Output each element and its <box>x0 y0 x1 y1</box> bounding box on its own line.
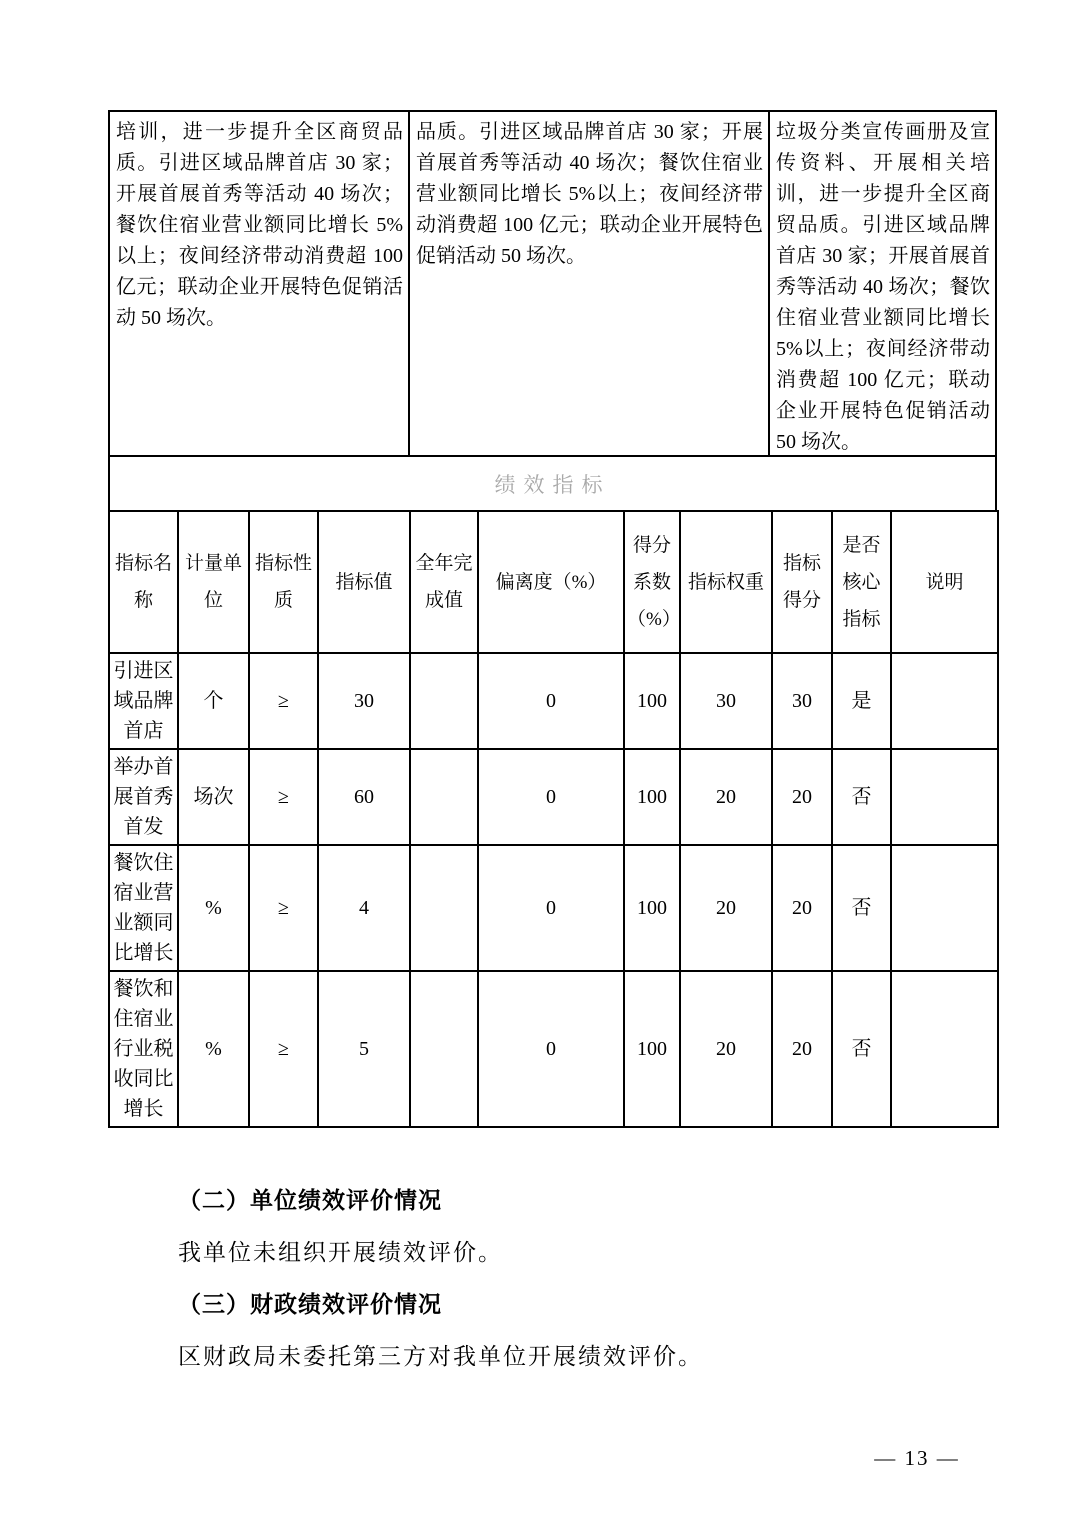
table-row <box>109 749 998 845</box>
cell-nature: ≥ <box>249 749 318 845</box>
col-header-nature: 指标性质 <box>249 511 318 653</box>
cell-remark <box>891 653 998 749</box>
performance-indicators-table <box>108 510 999 1128</box>
cell-deviation: 0 <box>478 653 624 749</box>
cell-score-coefficient: 100 <box>624 653 680 749</box>
cell-weight: 20 <box>680 749 772 845</box>
table-row <box>109 653 998 749</box>
narrative-sections <box>178 1186 703 1394</box>
cell-weight: 30 <box>680 653 772 749</box>
cell-unit: % <box>178 845 249 971</box>
col-header-target-value: 指标值 <box>318 511 410 653</box>
table-row <box>109 971 998 1127</box>
cell-score-coefficient: 100 <box>624 845 680 971</box>
cell-is-core: 是 <box>832 653 891 749</box>
continuation-row <box>108 110 997 455</box>
cell-is-core: 否 <box>832 971 891 1127</box>
cell-is-core: 否 <box>832 845 891 971</box>
section-paragraph-3: 区财政局未委托第三方对我单位开展绩效评价。 <box>178 1344 703 1369</box>
cell-nature: ≥ <box>249 971 318 1127</box>
cell-remark <box>891 749 998 845</box>
col-header-unit: 计量单位 <box>178 511 249 653</box>
section-banner-label: 绩效指标 <box>494 472 611 497</box>
cell-indicator-name: 餐饮和住宿业行业税收同比增长 <box>109 971 178 1127</box>
cell-unit: 场次 <box>178 749 249 845</box>
cell-is-core: 否 <box>832 749 891 845</box>
col-header-deviation: 偏离度（%） <box>478 511 624 653</box>
cell-score: 30 <box>772 653 832 749</box>
cell-nature: ≥ <box>249 845 318 971</box>
cell-unit: 个 <box>178 653 249 749</box>
table-header-row <box>109 511 998 653</box>
cell-annual-completion <box>410 653 478 749</box>
cell-indicator-name: 举办首展首秀首发 <box>109 749 178 845</box>
cell-score-coefficient: 100 <box>624 971 680 1127</box>
table-row <box>109 845 998 971</box>
cell-indicator-name: 引进区域品牌首店 <box>109 653 178 749</box>
cell-annual-completion <box>410 971 478 1127</box>
cell-score: 20 <box>772 845 832 971</box>
col-header-indicator-name: 指标名称 <box>109 511 178 653</box>
cell-score: 20 <box>772 749 832 845</box>
continuation-cell-3: 垃圾分类宣传画册及宣传资料、开展相关培训，进一步提升全区商贸品质。引进区域品牌首店 30 家；开展首展首秀等活动 40 场次；餐饮住宿业营业额同比增长 5%以上；夜间经济带动消费超 100 亿元；联动企业开展特色促销活动 50 场次。 <box>776 121 990 453</box>
cell-deviation: 0 <box>478 971 624 1127</box>
cell-nature: ≥ <box>249 653 318 749</box>
cell-target-value: 5 <box>318 971 410 1127</box>
cell-deviation: 0 <box>478 845 624 971</box>
page-number: — 13 — <box>874 1446 960 1470</box>
section-paragraph-2: 我单位未组织开展绩效评价。 <box>178 1240 503 1265</box>
col-header-score: 指标得分 <box>772 511 832 653</box>
cell-annual-completion <box>410 749 478 845</box>
col-header-is-core: 是否核心指标 <box>832 511 891 653</box>
cell-indicator-name: 餐饮住宿业营业额同比增长 <box>109 845 178 971</box>
section-banner <box>108 455 997 510</box>
continuation-cell-1: 培训，进一步提升全区商贸品质。引进区域品牌首店 30 家；开展首展首秀等活动 40 场次；餐饮住宿业营业额同比增长 5%以上；夜间经济带动消费超 100 亿元；联动企业开展特色促销活动 50 场次。 <box>110 112 410 455</box>
cell-remark <box>891 971 998 1127</box>
cell-unit: % <box>178 971 249 1127</box>
cell-target-value: 60 <box>318 749 410 845</box>
section-heading-3: （三）财政绩效评价情况 <box>178 1292 442 1317</box>
cell-annual-completion <box>410 845 478 971</box>
col-header-remark: 说明 <box>891 511 998 653</box>
cell-remark <box>891 845 998 971</box>
cell-weight: 20 <box>680 971 772 1127</box>
cell-score: 20 <box>772 971 832 1127</box>
cell-target-value: 30 <box>318 653 410 749</box>
performance-table-block <box>108 110 997 1128</box>
cell-weight: 20 <box>680 845 772 971</box>
continuation-cell-2: 品质。引进区域品牌首店 30 家；开展首展首秀等活动 40 场次；餐饮住宿业营业额同比增长 5%以上；夜间经济带动消费超 100 亿元；联动企业开展特色促销活动 50 场次。 <box>410 112 770 455</box>
cell-target-value: 4 <box>318 845 410 971</box>
section-heading-2: （二）单位绩效评价情况 <box>178 1188 442 1213</box>
cell-score-coefficient: 100 <box>624 749 680 845</box>
col-header-weight: 指标权重 <box>680 511 772 653</box>
col-header-score-coefficient: 得分系数（%） <box>624 511 680 653</box>
cell-deviation: 0 <box>478 749 624 845</box>
col-header-annual-completion: 全年完成值 <box>410 511 478 653</box>
